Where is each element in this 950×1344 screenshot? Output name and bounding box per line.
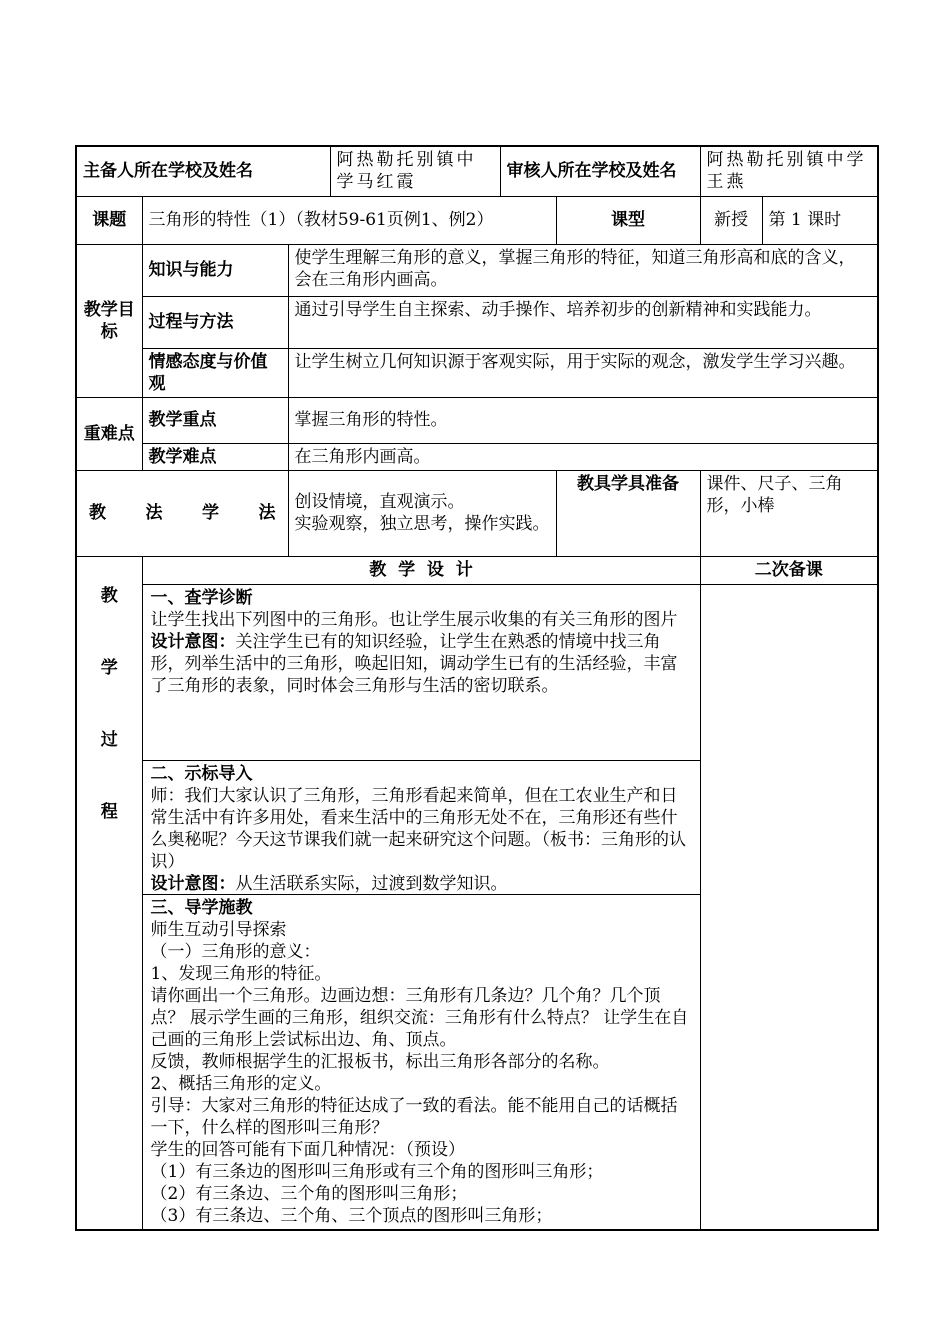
section-line: （一）三角形的意义： xyxy=(150,941,321,962)
section-text: 让学生找出下列图中的三角形。也让学生展示收集的有关三角形的图片 xyxy=(150,609,678,630)
difficulty-text: 在三角形内画高。 xyxy=(288,443,878,470)
tools-value: 课件、尺子、三角形，小棒 xyxy=(700,470,878,556)
type-label: 课型 xyxy=(556,196,700,244)
section-title: 二、示标导入 xyxy=(150,763,253,784)
preparer-value: 阿热勒托别镇中学马红霞 xyxy=(330,146,500,196)
design-title: 教 学 设 计 xyxy=(142,556,700,584)
section-line: （3）有三条边、三个角、三个顶点的图形叫三角形； xyxy=(150,1205,553,1226)
section-intent: 设计意图：从生活联系实际，过渡到数学知识。 xyxy=(150,873,508,894)
section-title: 一、查学诊断 xyxy=(150,587,253,608)
methods-label: 教 法 学 法 xyxy=(76,470,288,556)
reviewer-label: 审核人所在学校及姓名 xyxy=(500,146,700,196)
goal-name: 知识与能力 xyxy=(142,244,288,296)
type-value: 新授 xyxy=(700,196,762,244)
section-intro xyxy=(143,761,700,895)
reviewer-value: 阿热勒托别镇中学王燕 xyxy=(700,146,878,196)
design-content xyxy=(142,584,700,1230)
topic-label: 课题 xyxy=(76,196,142,244)
section-line: 2、概括三角形的定义。 xyxy=(150,1073,332,1094)
section-teaching xyxy=(143,895,700,1229)
section-line: （1）有三条边的图形叫三角形或有三个角的图形叫三角形； xyxy=(150,1161,604,1182)
goal-text: 使学生理解三角形的意义，掌握三角形的特征，知道三角形高和底的含义，会在三角形内画高。 xyxy=(288,244,878,296)
process-label: 教 学 过 程 xyxy=(76,556,142,1230)
section-line: 引导：大家对三角形的特征达成了一致的看法。能不能用自己的话概括一下，什么样的图形叫三角形？ xyxy=(150,1095,678,1138)
focus-label: 教学重点 xyxy=(142,397,288,443)
period-value: 第 1 课时 xyxy=(762,196,878,244)
second-prep-title: 二次备课 xyxy=(700,556,878,584)
goals-label: 教学目标 xyxy=(76,244,142,397)
goal-name: 情感态度与价值观 xyxy=(142,348,288,397)
lesson-plan-table xyxy=(75,145,879,1231)
topic-value: 三角形的特性（1）（教材59-61页例1、例2） xyxy=(142,196,556,244)
key-points-label: 重难点 xyxy=(76,397,142,470)
tools-label: 教具学具准备 xyxy=(556,470,700,556)
section-line: 1、发现三角形的特征。 xyxy=(150,963,332,984)
difficulty-label: 教学难点 xyxy=(142,443,288,470)
methods-text: 创设情境，直观演示。 实验观察，独立思考，操作实践。 xyxy=(288,470,556,556)
section-diagnosis xyxy=(143,585,700,761)
second-prep-content[interactable] xyxy=(700,584,878,1230)
section-line: 师生互动引导探索 xyxy=(150,919,287,940)
goal-text: 让学生树立几何知识源于客观实际，用于实际的观念，激发学生学习兴趣。 xyxy=(288,348,878,397)
focus-text: 掌握三角形的特性。 xyxy=(288,397,878,443)
goal-name: 过程与方法 xyxy=(142,296,288,348)
section-line: 请你画出一个三角形。边画边想：三角形有几条边？几个角？几个顶点？ 展示学生画的三角形，组织交流：三角形有什么特点？ 让学生在自己画的三角形上尝试标出边、角、顶点。 xyxy=(150,985,689,1050)
section-line: 学生的回答可能有下面几种情况：（预设） xyxy=(150,1139,465,1160)
preparer-label: 主备人所在学校及姓名 xyxy=(76,146,330,196)
section-intent: 设计意图：关注学生已有的知识经验，让学生在熟悉的情境中找三角形，列举生活中的三角形，唤起旧知，调动学生已有的生活经验，丰富了三角形的表象，同时体会三角形与生活的密切联系。 xyxy=(150,631,678,696)
section-title: 三、导学施教 xyxy=(150,897,253,918)
section-text: 师：我们大家认识了三角形，三角形看起来简单，但在工农业生产和日常生活中有许多用处，看来生活中的三角形无处不在，三角形还有些什么奥秘呢？今天这节课我们就一起来研究这个问题。（板书：三角形的认识） xyxy=(150,785,686,872)
goal-text: 通过引导学生自主探索、动手操作、培养初步的创新精神和实践能力。 xyxy=(288,296,878,348)
section-line: （2）有三条边、三个角的图形叫三角形； xyxy=(150,1183,468,1204)
section-line: 反馈，教师根据学生的汇报板书，标出三角形各部分的名称。 xyxy=(150,1051,610,1072)
